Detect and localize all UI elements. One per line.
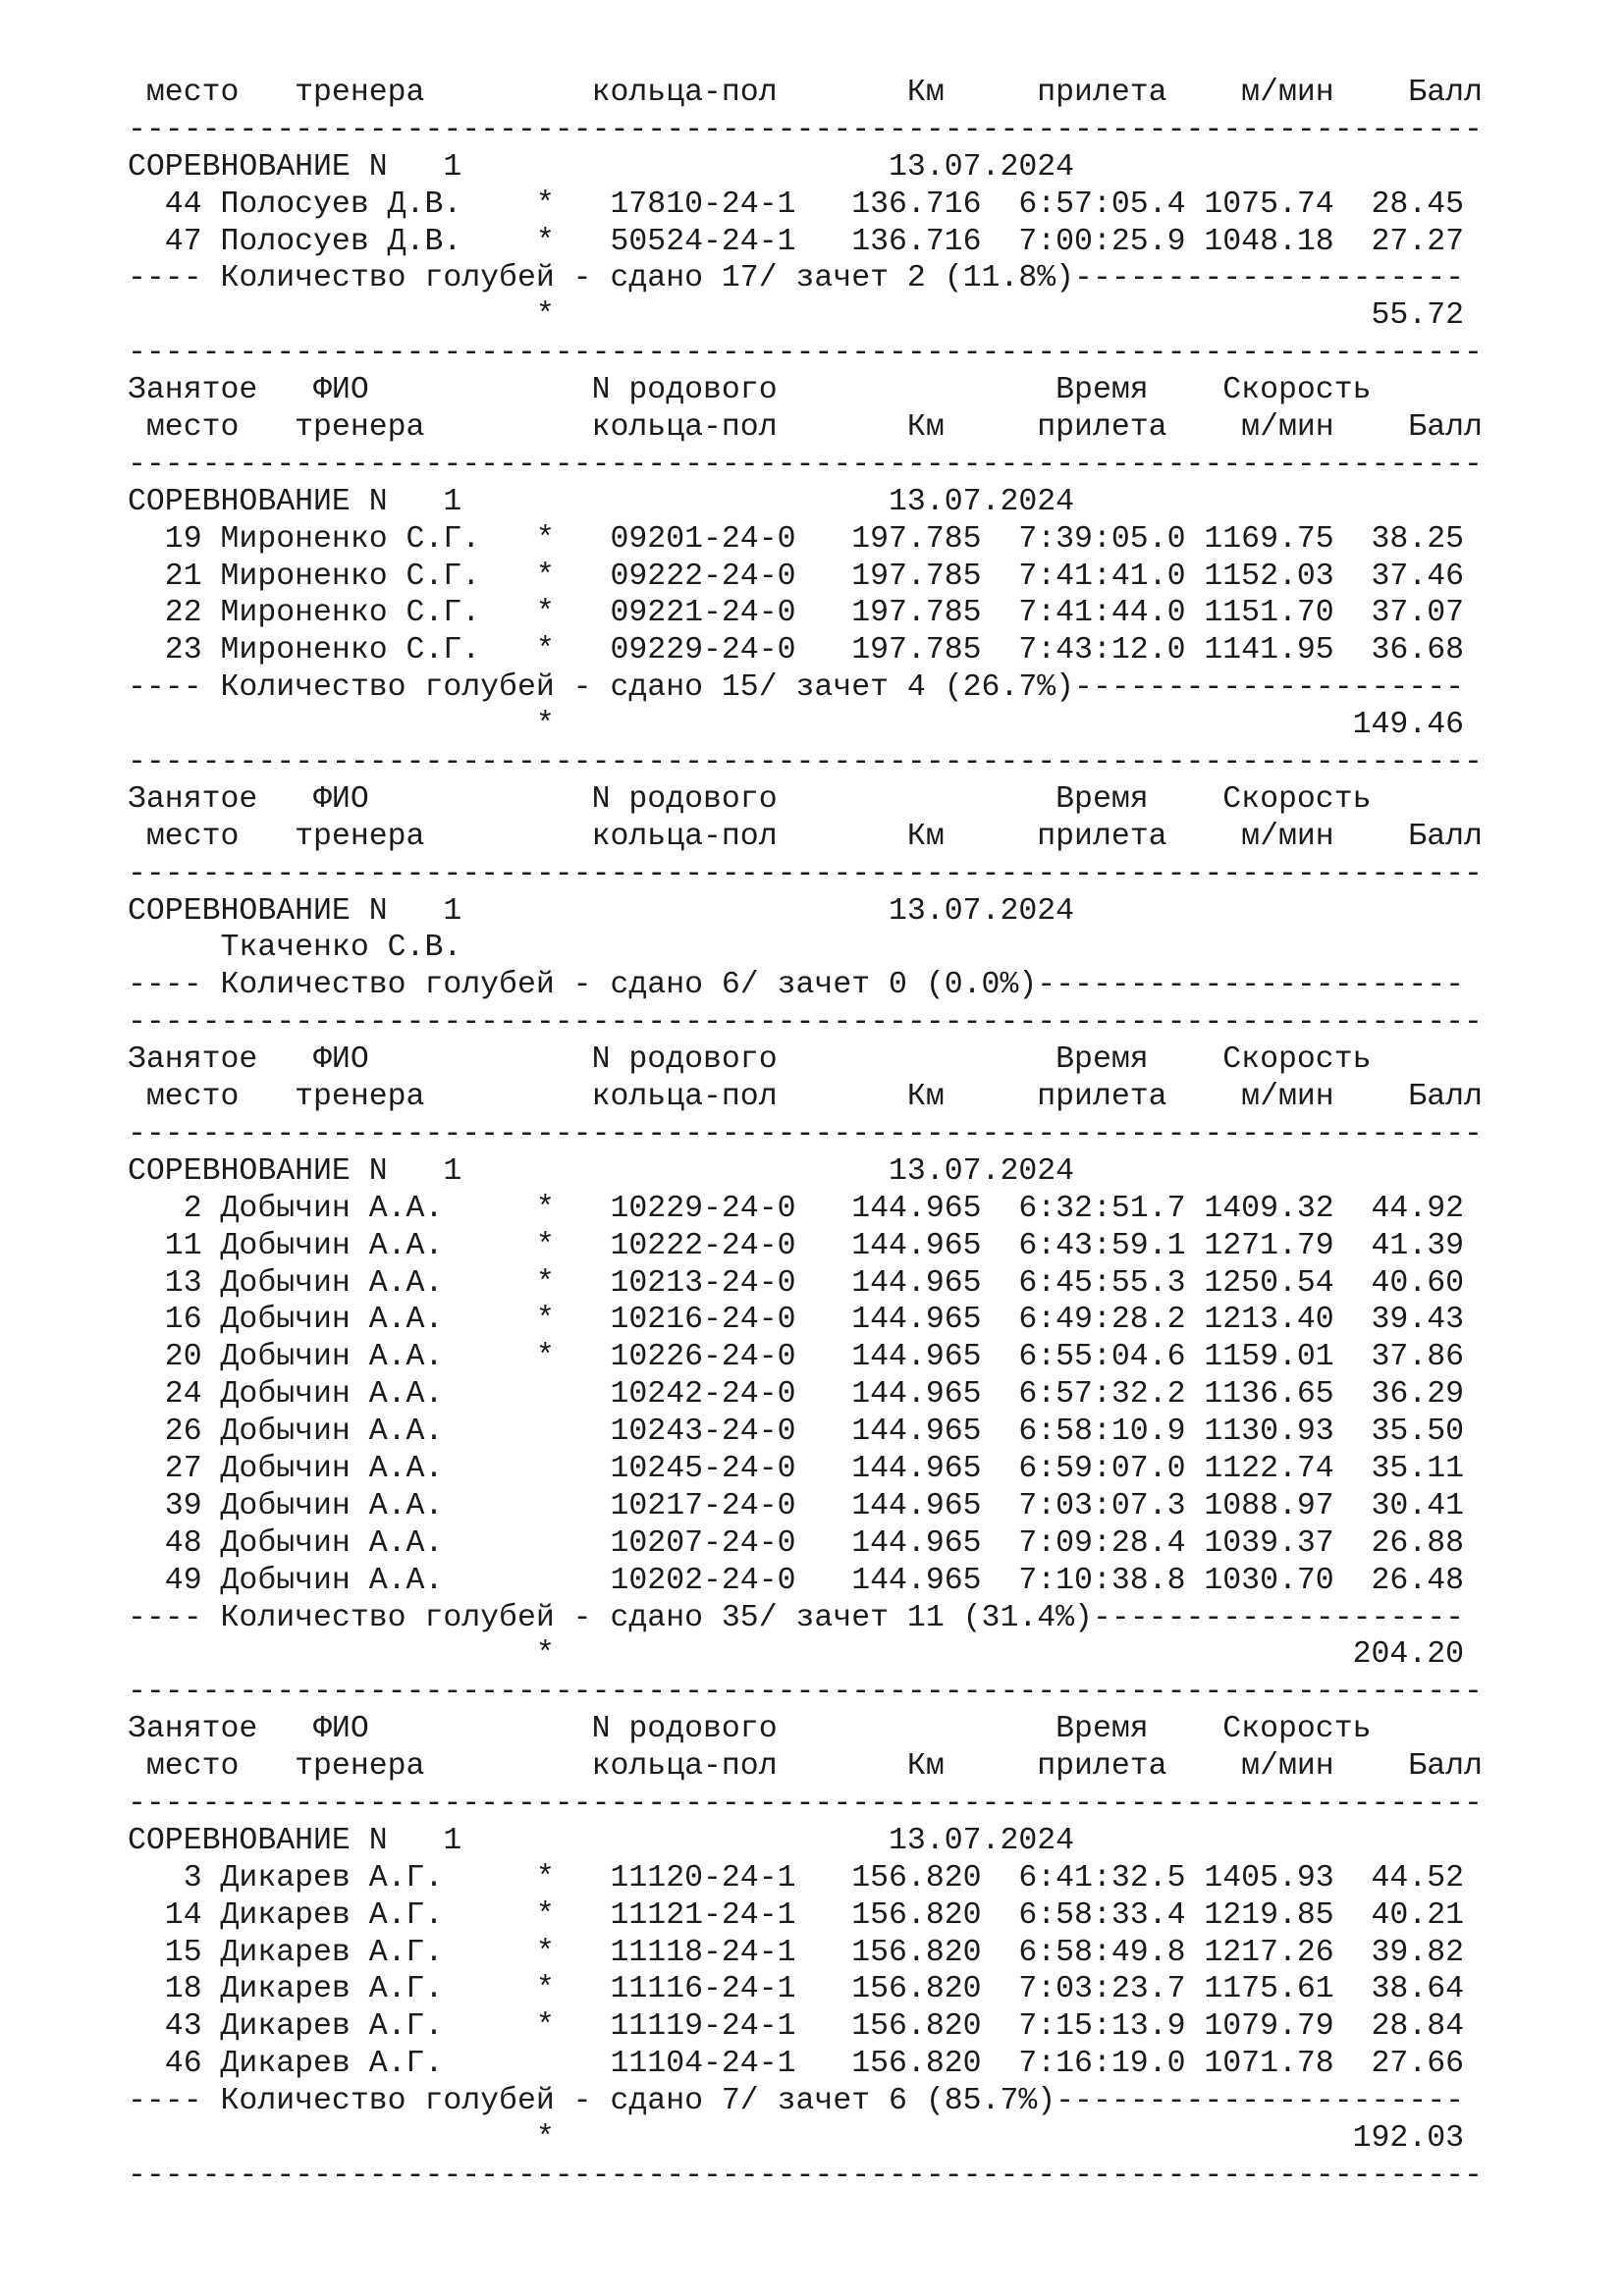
result-row: 14 Дикарев А.Г. * 11121-24-1 156.820 6:58:33.4 1219.85 40.21 [128, 1897, 1465, 1933]
result-row: 46 Дикарев А.Г. 11104-24-1 156.820 7:16:19.0 1071.78 27.66 [128, 2047, 1465, 2082]
results-document [128, 75, 1551, 2195]
result-row: 15 Дикарев А.Г. * 11118-24-1 156.820 6:58:49.8 1217.26 39.82 [128, 1935, 1465, 1970]
competition-header: СОРЕВНОВАНИЕ N 1 13.07.2024 [128, 1153, 1075, 1189]
result-row: 49 Добычин А.А. 10202-24-0 144.965 7:10:38.8 1030.70 26.48 [128, 1563, 1465, 1598]
competition-header: СОРЕВНОВАНИЕ N 1 13.07.2024 [128, 893, 1075, 929]
result-row: 3 Дикарев А.Г. * 11120-24-1 156.820 6:41:32.5 1405.93 44.52 [128, 1860, 1465, 1896]
competition-header: СОРЕВНОВАНИЕ N 1 13.07.2024 [128, 149, 1075, 185]
competition-header: СОРЕВНОВАНИЕ N 1 13.07.2024 [128, 1823, 1075, 1858]
pigeon-count-summary: ---- Количество голубей - сдано 7/ зачет 6 (85.7%)---------------------- [128, 2084, 1465, 2119]
result-row: 23 Мироненко С.Г. * 09229-24-0 197.785 7:43:12.0 1141.95 36.68 [128, 633, 1465, 668]
result-row: 43 Дикарев А.Г. * 11119-24-1 156.820 7:15:13.9 1079.79 28.84 [128, 2009, 1465, 2045]
column-header: Занятое ФИО N родового Время Скорость [128, 1042, 1372, 1078]
total-score-line: * 204.20 [128, 1637, 1465, 1673]
result-row: 47 Полосуев Д.В. * 50524-24-1 136.716 7:00:25.9 1048.18 27.27 [128, 224, 1465, 259]
separator-line: ------------------------------------------------------------------------- [128, 336, 1483, 371]
result-row: 18 Дикарев А.Г. * 11116-24-1 156.820 7:03:23.7 1175.61 38.64 [128, 1972, 1465, 2007]
column-header: место тренера кольца-пол Км прилета м/мин Балл [128, 819, 1483, 854]
result-row: 44 Полосуев Д.В. * 17810-24-1 136.716 6:57:05.4 1075.74 28.45 [128, 187, 1465, 222]
pigeon-count-summary: ---- Количество голубей - сдано 35/ зачет 11 (31.4%)-------------------- [128, 1600, 1465, 1635]
result-row: 11 Добычин А.А. * 10222-24-0 144.965 6:43:59.1 1271.79 41.39 [128, 1228, 1465, 1263]
separator-line: ------------------------------------------------------------------------- [128, 112, 1483, 147]
separator-line: ------------------------------------------------------------------------- [128, 745, 1483, 780]
total-score-line: * 192.03 [128, 2120, 1465, 2156]
separator-line: ------------------------------------------------------------------------- [128, 1005, 1483, 1041]
column-header: место тренера кольца-пол Км прилета м/мин Балл [128, 410, 1483, 446]
separator-line: ------------------------------------------------------------------------- [128, 1786, 1483, 1821]
result-row: 48 Добычин А.А. 10207-24-0 144.965 7:09:28.4 1039.37 26.88 [128, 1525, 1465, 1561]
pigeon-count-summary: ---- Количество голубей - сдано 6/ зачет 0 (0.0%)----------------------- [128, 968, 1465, 1003]
result-row: 22 Мироненко С.Г. * 09221-24-0 197.785 7:41:44.0 1151.70 37.07 [128, 596, 1465, 631]
column-header: место тренера кольца-пол Км прилета м/мин Балл [128, 1080, 1483, 1115]
column-header: Занятое ФИО N родового Время Скорость [128, 373, 1372, 408]
pigeon-count-summary: ---- Количество голубей - сдано 15/ зачет 4 (26.7%)--------------------- [128, 670, 1465, 706]
result-row: 16 Добычин А.А. * 10216-24-0 144.965 6:49:28.2 1213.40 39.43 [128, 1303, 1465, 1338]
total-score-line: * 149.46 [128, 708, 1465, 743]
result-row: 2 Добычин А.А. * 10229-24-0 144.965 6:32:51.7 1409.32 44.92 [128, 1191, 1465, 1226]
result-row: 24 Добычин А.А. 10242-24-0 144.965 6:57:32.2 1136.65 36.29 [128, 1377, 1465, 1413]
column-header: место тренера кольца-пол Км прилета м/мин Балл [128, 1749, 1483, 1785]
result-row: 26 Добычин А.А. 10243-24-0 144.965 6:58:10.9 1130.93 35.50 [128, 1415, 1465, 1450]
result-row: 20 Добычин А.А. * 10226-24-0 144.965 6:55:04.6 1159.01 37.86 [128, 1340, 1465, 1375]
result-row: 39 Добычин А.А. 10217-24-0 144.965 7:03:07.3 1088.97 30.41 [128, 1488, 1465, 1523]
pigeon-count-summary: ---- Количество голубей - сдано 17/ зачет 2 (11.8%)--------------------- [128, 261, 1465, 296]
result-row: 27 Добычин А.А. 10245-24-0 144.965 6:59:07.0 1122.74 35.11 [128, 1451, 1465, 1486]
separator-line: ------------------------------------------------------------------------- [128, 856, 1483, 891]
total-score-line: * 55.72 [128, 298, 1465, 334]
result-row: Ткаченко С.В. [128, 931, 462, 966]
separator-line: ------------------------------------------------------------------------- [128, 447, 1483, 482]
column-header: место тренера кольца-пол Км прилета м/мин Балл [128, 76, 1483, 110]
result-row: 13 Добычин А.А. * 10213-24-0 144.965 6:45:55.3 1250.54 40.60 [128, 1265, 1465, 1301]
separator-line: ------------------------------------------------------------------------- [128, 1116, 1483, 1151]
separator-line: ------------------------------------------------------------------------- [128, 2158, 1483, 2193]
result-row: 21 Мироненко С.Г. * 09222-24-0 197.785 7:41:41.0 1152.03 37.46 [128, 559, 1465, 594]
result-row: 19 Мироненко С.Г. * 09201-24-0 197.785 7:39:05.0 1169.75 38.25 [128, 521, 1465, 557]
column-header: Занятое ФИО N родового Время Скорость [128, 781, 1372, 817]
competition-header: СОРЕВНОВАНИЕ N 1 13.07.2024 [128, 484, 1075, 519]
separator-line: ------------------------------------------------------------------------- [128, 1675, 1483, 1710]
column-header: Занятое ФИО N родового Время Скорость [128, 1712, 1372, 1747]
